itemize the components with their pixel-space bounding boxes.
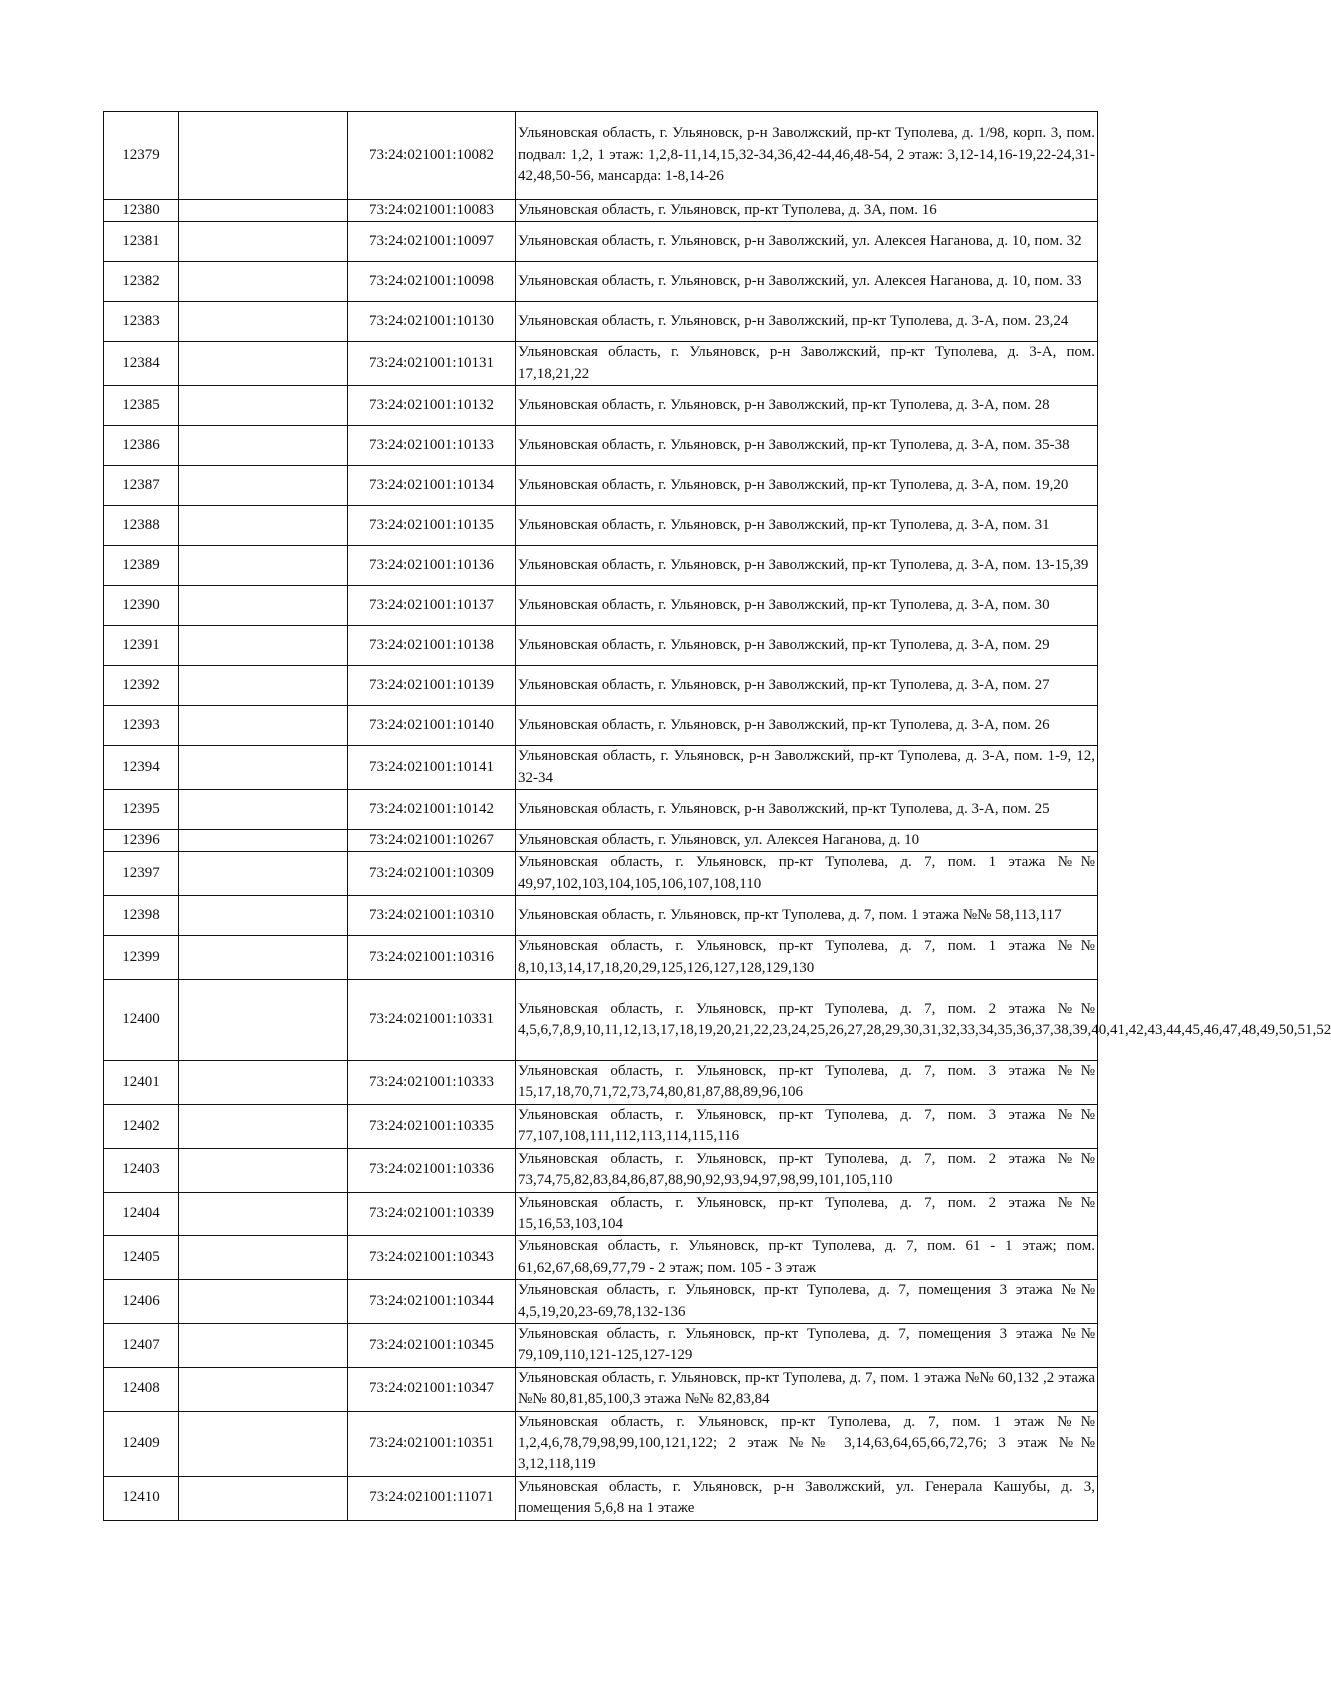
row-number: 12382 — [104, 262, 179, 302]
table-row — [104, 706, 1098, 746]
table-row — [104, 1411, 1098, 1476]
cadastral-number: 73:24:021001:10136 — [348, 546, 516, 586]
cadastral-number: 73:24:021001:10082 — [348, 112, 516, 200]
address: Ульяновская область, г. Ульяновск, р-н Заволжский, пр-кт Туполева, д. 3-А, пом. 35-38 — [516, 426, 1098, 466]
cadastral-number: 73:24:021001:10135 — [348, 506, 516, 546]
empty-cell — [179, 626, 348, 666]
cadastral-number: 73:24:021001:10316 — [348, 936, 516, 980]
table-row — [104, 936, 1098, 980]
address: Ульяновская область, г. Ульяновск, р-н Заволжский, пр-кт Туполева, д. 3-А, пом. 23,24 — [516, 302, 1098, 342]
table-row — [104, 746, 1098, 790]
row-number: 12404 — [104, 1192, 179, 1236]
row-number: 12379 — [104, 112, 179, 200]
table-row — [104, 262, 1098, 302]
property-register-table — [103, 111, 1331, 1521]
row-number: 12407 — [104, 1323, 179, 1367]
table-row — [104, 1476, 1098, 1520]
address: Ульяновская область, г. Ульяновск, р-н Заволжский, пр-кт Туполева, д. 3-А, пом. 17,18,21,22 — [516, 342, 1098, 386]
address: Ульяновская область, г. Ульяновск, р-н Заволжский, пр-кт Туполева, д. 3-А, пом. 28 — [516, 386, 1098, 426]
row-number: 12394 — [104, 746, 179, 790]
empty-cell — [179, 1367, 348, 1411]
empty-cell — [179, 222, 348, 262]
row-number: 12386 — [104, 426, 179, 466]
empty-cell — [179, 1192, 348, 1236]
cadastral-number: 73:24:021001:11071 — [348, 1476, 516, 1520]
empty-cell — [179, 1280, 348, 1324]
empty-cell — [179, 852, 348, 896]
row-number: 12398 — [104, 896, 179, 936]
empty-cell — [179, 980, 348, 1061]
address: Ульяновская область, г. Ульяновск, пр-кт Туполева, д. 3А, пом. 16 — [516, 200, 1098, 222]
empty-cell — [179, 896, 348, 936]
empty-cell — [179, 706, 348, 746]
empty-cell — [179, 262, 348, 302]
table-row — [104, 1323, 1098, 1367]
address: Ульяновская область, г. Ульяновск, пр-кт Туполева, д. 7, пом. 1 этажа №№ 58,113,117 — [516, 896, 1098, 936]
table-row — [104, 896, 1098, 936]
table-row — [104, 1236, 1098, 1280]
empty-cell — [179, 666, 348, 706]
table-row — [104, 466, 1098, 506]
cadastral-number: 73:24:021001:10137 — [348, 586, 516, 626]
cadastral-number: 73:24:021001:10336 — [348, 1148, 516, 1192]
table-row — [104, 1148, 1098, 1192]
table-row — [104, 980, 1098, 1061]
address: Ульяновская область, г. Ульяновск, пр-кт Туполева, д. 7, пом. 1 этажа №№ 8,10,13,14,17,18,20,29,125,126,127,128,129,130 — [516, 936, 1098, 980]
address: Ульяновская область, г. Ульяновск, р-н Заволжский, пр-кт Туполева, д. 3-А, пом. 1-9, 12, 32-34 — [516, 746, 1098, 790]
cadastral-number: 73:24:021001:10139 — [348, 666, 516, 706]
address: Ульяновская область, г. Ульяновск, р-н Заволжский, пр-кт Туполева, д. 3-А, пом. 29 — [516, 626, 1098, 666]
address: Ульяновская область, г. Ульяновск, пр-кт Туполева, д. 7, пом. 2 этажа №№ 73,74,75,82,83,84,86,87,88,90,92,93,94,97,98,99,101,105,110 — [516, 1148, 1098, 1192]
cadastral-number: 73:24:021001:10142 — [348, 790, 516, 830]
cadastral-number: 73:24:021001:10097 — [348, 222, 516, 262]
row-number: 12396 — [104, 830, 179, 852]
address: Ульяновская область, г. Ульяновск, р-н Заволжский, пр-кт Туполева, д. 3-А, пом. 31 — [516, 506, 1098, 546]
row-number: 12409 — [104, 1411, 179, 1476]
cadastral-number: 73:24:021001:10331 — [348, 980, 516, 1061]
table-row — [104, 302, 1098, 342]
row-number: 12392 — [104, 666, 179, 706]
table-row — [104, 426, 1098, 466]
row-number: 12406 — [104, 1280, 179, 1324]
row-number: 12403 — [104, 1148, 179, 1192]
row-number: 12408 — [104, 1367, 179, 1411]
cadastral-number: 73:24:021001:10133 — [348, 426, 516, 466]
cadastral-number: 73:24:021001:10347 — [348, 1367, 516, 1411]
row-number: 12395 — [104, 790, 179, 830]
empty-cell — [179, 546, 348, 586]
row-number: 12389 — [104, 546, 179, 586]
cadastral-number: 73:24:021001:10345 — [348, 1323, 516, 1367]
empty-cell — [179, 302, 348, 342]
cadastral-number: 73:24:021001:10343 — [348, 1236, 516, 1280]
address: Ульяновская область, г. Ульяновск, пр-кт Туполева, д. 7, пом. 2 этажа №№ 4,5,6,7,8,9,10,11,12,13,17,18,19,20,21,22,23,24,25,26,27,28,29,30,31,32,33,34,35,36,37,38,39,40,41,42,43,44,45,46,47,48,49,50,51,52 — [516, 980, 1098, 1061]
address: Ульяновская область, г. Ульяновск, р-н Заволжский, ул. Алексея Наганова, д. 10, пом. 32 — [516, 222, 1098, 262]
address: Ульяновская область, г. Ульяновск, р-н Заволжский, пр-кт Туполева, д. 3-А, пом. 13-15,39 — [516, 546, 1098, 586]
address: Ульяновская область, г. Ульяновск, пр-кт Туполева, д. 7, пом. 61 - 1 этаж; пом. 61,62,67,68,69,77,79 - 2 этаж; пом. 105 - 3 этаж — [516, 1236, 1098, 1280]
empty-cell — [179, 386, 348, 426]
empty-cell — [179, 1411, 348, 1476]
row-number: 12400 — [104, 980, 179, 1061]
cadastral-number: 73:24:021001:10083 — [348, 200, 516, 222]
row-number: 12383 — [104, 302, 179, 342]
address: Ульяновская область, г. Ульяновск, р-н Заволжский, пр-кт Туполева, д. 3-А, пом. 30 — [516, 586, 1098, 626]
empty-cell — [179, 1236, 348, 1280]
cadastral-number: 73:24:021001:10131 — [348, 342, 516, 386]
row-number: 12410 — [104, 1476, 179, 1520]
table-row — [104, 586, 1098, 626]
empty-cell — [179, 1323, 348, 1367]
empty-cell — [179, 426, 348, 466]
table-row — [104, 1061, 1098, 1105]
row-number: 12399 — [104, 936, 179, 980]
table-row — [104, 1192, 1098, 1236]
empty-cell — [179, 830, 348, 852]
empty-cell — [179, 1148, 348, 1192]
cadastral-number: 73:24:021001:10309 — [348, 852, 516, 896]
table-row — [104, 200, 1098, 222]
row-number: 12393 — [104, 706, 179, 746]
address: Ульяновская область, г. Ульяновск, пр-кт Туполева, д. 7, пом. 2 этажа №№ 15,16,53,103,104 — [516, 1192, 1098, 1236]
table-row — [104, 506, 1098, 546]
address: Ульяновская область, г. Ульяновск, пр-кт Туполева, д. 7, помещения 3 этажа №№ 79,109,110,121-125,127-129 — [516, 1323, 1098, 1367]
row-number: 12381 — [104, 222, 179, 262]
cadastral-number: 73:24:021001:10335 — [348, 1104, 516, 1148]
cadastral-number: 73:24:021001:10141 — [348, 746, 516, 790]
address: Ульяновская область, г. Ульяновск, р-н Заволжский, пр-кт Туполева, д. 3-А, пом. 27 — [516, 666, 1098, 706]
address: Ульяновская область, г. Ульяновск, р-н Заволжский, пр-кт Туполева, д. 3-А, пом. 19,20 — [516, 466, 1098, 506]
table-row — [104, 790, 1098, 830]
row-number: 12385 — [104, 386, 179, 426]
empty-cell — [179, 936, 348, 980]
table-row — [104, 222, 1098, 262]
table-row — [104, 546, 1098, 586]
cadastral-number: 73:24:021001:10138 — [348, 626, 516, 666]
empty-cell — [179, 112, 348, 200]
address: Ульяновская область, г. Ульяновск, р-н Заволжский, ул. Алексея Наганова, д. 10, пом. 33 — [516, 262, 1098, 302]
cadastral-number: 73:24:021001:10351 — [348, 1411, 516, 1476]
address: Ульяновская область, г. Ульяновск, пр-кт Туполева, д. 7, пом. 3 этажа №№ 15,17,18,70,71,72,73,74,80,81,87,88,89,96,106 — [516, 1061, 1098, 1105]
address: Ульяновская область, г. Ульяновск, пр-кт Туполева, д. 7, пом. 1 этажа №№ 60,132 ,2 этажа №№ 80,81,85,100,3 этажа №№ 82,83,84 — [516, 1367, 1098, 1411]
cadastral-number: 73:24:021001:10310 — [348, 896, 516, 936]
cadastral-number: 73:24:021001:10098 — [348, 262, 516, 302]
row-number: 12380 — [104, 200, 179, 222]
address: Ульяновская область, г. Ульяновск, р-н Заволжский, пр-кт Туполева, д. 3-А, пом. 25 — [516, 790, 1098, 830]
address: Ульяновская область, г. Ульяновск, пр-кт Туполева, д. 7, пом. 1 этаж №№ 1,2,4,6,78,79,98,99,100,121,122; 2 этаж №№ 3,14,63,64,65,66,72,76; 3 этаж №№ 3,12,118,119 — [516, 1411, 1098, 1476]
address: Ульяновская область, г. Ульяновск, р-н Заволжский, пр-кт Туполева, д. 1/98, корп. 3, пом. подвал: 1,2, 1 этаж: 1,2,8-11,14,15,32-34,36,42-44,46,48-54, 2 этаж: 3,12-14,16-19,22-24,31-42,48,50-56, мансарда: 1-8,14-26 — [516, 112, 1098, 200]
table-row — [104, 666, 1098, 706]
address: Ульяновская область, г. Ульяновск, р-н Заволжский, пр-кт Туполева, д. 3-А, пом. 26 — [516, 706, 1098, 746]
table-row — [104, 386, 1098, 426]
address: Ульяновская область, г. Ульяновск, пр-кт Туполева, д. 7, пом. 1 этажа №№ 49,97,102,103,104,105,106,107,108,110 — [516, 852, 1098, 896]
cadastral-number: 73:24:021001:10134 — [348, 466, 516, 506]
cadastral-number: 73:24:021001:10333 — [348, 1061, 516, 1105]
row-number: 12388 — [104, 506, 179, 546]
cadastral-number: 73:24:021001:10344 — [348, 1280, 516, 1324]
table-row — [104, 1367, 1098, 1411]
row-number: 12402 — [104, 1104, 179, 1148]
empty-cell — [179, 1104, 348, 1148]
row-number: 12391 — [104, 626, 179, 666]
table-body — [104, 112, 1331, 1521]
empty-cell — [179, 586, 348, 626]
empty-cell — [179, 746, 348, 790]
row-number: 12397 — [104, 852, 179, 896]
cadastral-number: 73:24:021001:10339 — [348, 1192, 516, 1236]
address: Ульяновская область, г. Ульяновск, пр-кт Туполева, д. 7, помещения 3 этажа №№ 4,5,19,20,23-69,78,132-136 — [516, 1280, 1098, 1324]
table-row — [104, 112, 1098, 200]
row-number: 12390 — [104, 586, 179, 626]
table-row — [104, 626, 1098, 666]
row-number: 12387 — [104, 466, 179, 506]
empty-cell — [179, 1061, 348, 1105]
cadastral-number: 73:24:021001:10140 — [348, 706, 516, 746]
table-row — [104, 1280, 1098, 1324]
empty-cell — [179, 1476, 348, 1520]
address: Ульяновская область, г. Ульяновск, р-н Заволжский, ул. Генерала Кашубы, д. 3, помещения 5,6,8 на 1 этаже — [516, 1476, 1098, 1520]
address: Ульяновская область, г. Ульяновск, ул. Алексея Наганова, д. 10 — [516, 830, 1098, 852]
table-row — [104, 1104, 1098, 1148]
cadastral-number: 73:24:021001:10130 — [348, 302, 516, 342]
table-row — [104, 852, 1098, 896]
address: Ульяновская область, г. Ульяновск, пр-кт Туполева, д. 7, пом. 3 этажа №№ 77,107,108,111,112,113,114,115,116 — [516, 1104, 1098, 1148]
row-number: 12405 — [104, 1236, 179, 1280]
row-number: 12384 — [104, 342, 179, 386]
cadastral-number: 73:24:021001:10132 — [348, 386, 516, 426]
empty-cell — [179, 342, 348, 386]
empty-cell — [179, 466, 348, 506]
row-number: 12401 — [104, 1061, 179, 1105]
cadastral-number: 73:24:021001:10267 — [348, 830, 516, 852]
empty-cell — [179, 200, 348, 222]
table-row — [104, 342, 1098, 386]
table-row — [104, 830, 1098, 852]
empty-cell — [179, 506, 348, 546]
empty-cell — [179, 790, 348, 830]
